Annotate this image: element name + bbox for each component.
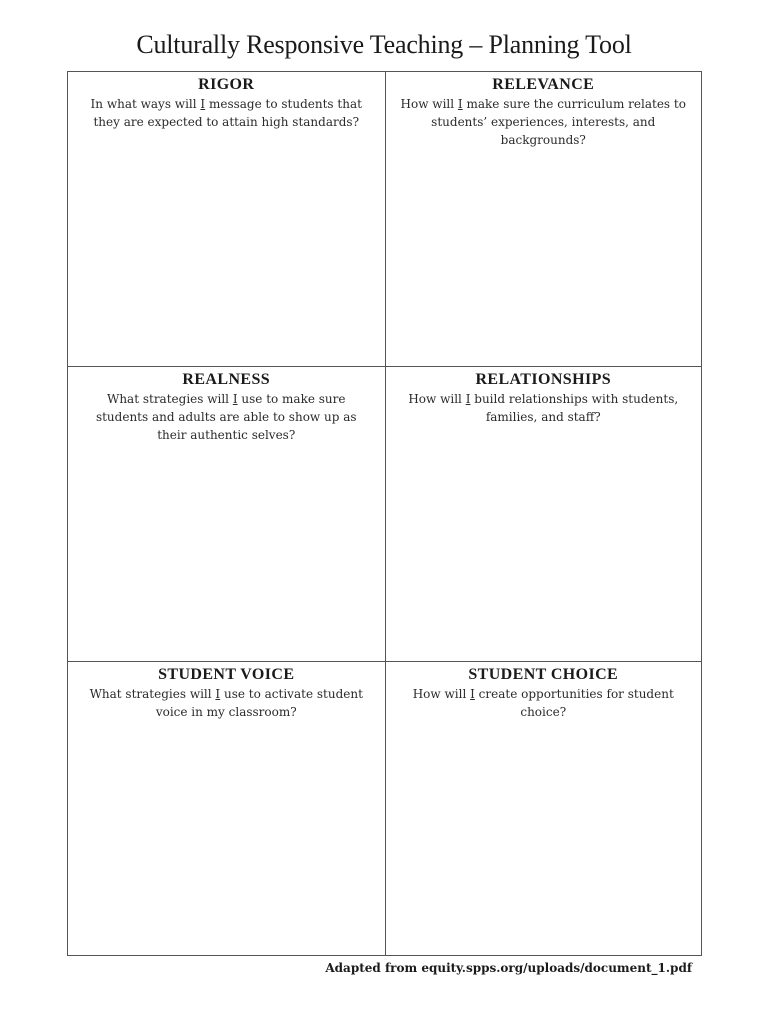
cell-rigor	[68, 72, 385, 366]
cell-heading: STUDENT CHOICE	[468, 665, 619, 683]
cell-heading: STUDENT VOICE	[158, 665, 295, 683]
cell-question: How will I create opportunities for student choice?	[412, 686, 674, 719]
cell-question: How will I build relationships with students, families, and staff?	[408, 392, 679, 425]
cell-heading: RELATIONSHIPS	[475, 371, 612, 389]
cell-heading: REALNESS	[182, 371, 271, 389]
source-footnote: Adapted from equity.spps.org/uploads/document_1.pdf	[325, 961, 692, 975]
cell-relevance	[385, 72, 702, 366]
cell-heading: RELEVANCE	[492, 76, 595, 93]
page-title: Culturally Responsive Teaching – Planning Tool	[136, 30, 632, 59]
planning-grid	[67, 71, 702, 956]
cell-heading: RIGOR	[198, 76, 255, 93]
cell-student-voice	[68, 661, 385, 955]
cell-question: What strategies will I use to activate student voice in my classroom?	[89, 686, 363, 719]
cell-question: In what ways will I message to students that they are expected to attain high standards?	[90, 97, 362, 129]
cell-realness	[68, 366, 385, 660]
cell-student-choice	[385, 661, 702, 955]
cell-question: What strategies will I use to make sure students and adults are able to show up as their authentic selves?	[95, 392, 357, 443]
cell-question: How will I make sure the curriculum relates to students’ experiences, interests, and backgrounds?	[400, 97, 686, 147]
cell-relationships	[385, 366, 702, 660]
